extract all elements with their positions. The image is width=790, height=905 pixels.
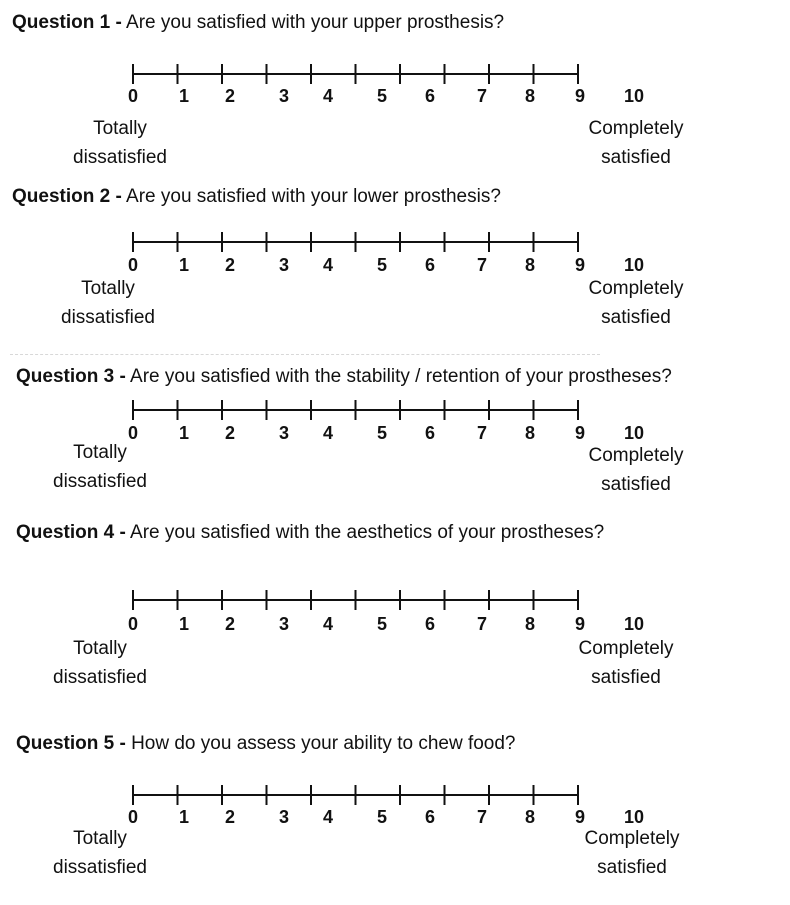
right-anchor-line: satisfied xyxy=(597,857,667,878)
question-label: Question 3 - xyxy=(16,366,126,387)
right-anchor-label xyxy=(552,824,712,882)
left-anchor-line: dissatisfied xyxy=(53,857,147,878)
scale-number: 0 xyxy=(127,807,139,827)
question-text: Are you satisfied with the stability / retention of your prostheses? xyxy=(125,366,672,387)
scale-number: 6 xyxy=(424,86,436,106)
scale-number: 3 xyxy=(278,86,290,106)
left-anchor-line: Totally xyxy=(93,118,147,139)
scale-number: 4 xyxy=(322,423,334,443)
scale-number: 2 xyxy=(224,614,236,634)
left-anchor-label xyxy=(40,114,200,172)
question-1 xyxy=(0,0,790,180)
question-text: How do you assess your ability to chew food? xyxy=(125,733,516,754)
right-anchor-label xyxy=(556,274,716,332)
scale-number: 9 xyxy=(574,614,586,634)
left-anchor-label xyxy=(20,634,180,692)
scale-number: 10 xyxy=(623,86,645,106)
question-label: Question 2 - xyxy=(12,186,122,207)
scale-number: 1 xyxy=(178,255,190,275)
rating-scale xyxy=(0,62,790,122)
question-label: Question 5 - xyxy=(16,733,126,754)
scale-number: 8 xyxy=(524,255,536,275)
right-anchor-line: Completely xyxy=(578,638,674,659)
scale-number: 9 xyxy=(574,255,586,275)
scale-number: 0 xyxy=(127,255,139,275)
scale-number: 0 xyxy=(127,423,139,443)
scale-number: 6 xyxy=(424,423,436,443)
right-anchor-line: Completely xyxy=(584,828,680,849)
scale-number: 6 xyxy=(424,255,436,275)
scale-number: 6 xyxy=(424,614,436,634)
scale-number: 0 xyxy=(127,614,139,634)
right-anchor-line: Completely xyxy=(588,118,684,139)
scale-number: 9 xyxy=(574,807,586,827)
scale-number: 5 xyxy=(376,255,388,275)
scale-number: 4 xyxy=(322,86,334,106)
left-anchor-line: dissatisfied xyxy=(61,307,155,328)
right-anchor-label xyxy=(556,114,716,172)
scale-number: 10 xyxy=(623,423,645,443)
question-text: Are you satisfied with your lower prosthesis? xyxy=(121,186,501,207)
question-title xyxy=(16,522,604,544)
scale-number: 10 xyxy=(623,614,645,634)
question-title xyxy=(12,12,504,34)
scale-number: 9 xyxy=(574,423,586,443)
question-label: Question 1 - xyxy=(12,12,122,33)
right-anchor-line: Completely xyxy=(588,445,684,466)
scale-number: 4 xyxy=(322,807,334,827)
scale-number: 2 xyxy=(224,86,236,106)
scale-number: 4 xyxy=(322,255,334,275)
left-anchor-line: dissatisfied xyxy=(53,471,147,492)
right-anchor-line: Completely xyxy=(588,278,684,299)
question-label: Question 4 - xyxy=(16,522,126,543)
divider xyxy=(10,354,600,355)
right-anchor-label xyxy=(556,441,716,499)
scale-number: 2 xyxy=(224,255,236,275)
scale-number: 1 xyxy=(178,614,190,634)
left-anchor-label xyxy=(20,824,180,882)
scale-number: 0 xyxy=(127,86,139,106)
left-anchor-line: Totally xyxy=(73,442,127,463)
left-anchor-line: dissatisfied xyxy=(73,147,167,168)
question-text: Are you satisfied with the aesthetics of your prostheses? xyxy=(125,522,605,543)
left-anchor-label xyxy=(20,438,180,496)
right-anchor-line: satisfied xyxy=(601,307,671,328)
scale-number: 3 xyxy=(278,423,290,443)
question-2 xyxy=(0,180,790,360)
question-title xyxy=(16,366,672,388)
scale-number: 5 xyxy=(376,86,388,106)
left-anchor-label xyxy=(28,274,188,332)
scale-number: 10 xyxy=(623,807,645,827)
question-3 xyxy=(0,360,790,540)
scale-number: 8 xyxy=(524,86,536,106)
question-4 xyxy=(0,522,790,710)
right-anchor-line: satisfied xyxy=(591,667,661,688)
scale-number: 8 xyxy=(524,614,536,634)
scale-number: 3 xyxy=(278,255,290,275)
scale-number: 8 xyxy=(524,807,536,827)
question-title xyxy=(16,733,516,755)
left-anchor-line: dissatisfied xyxy=(53,667,147,688)
scale-number: 3 xyxy=(278,807,290,827)
scale-number: 7 xyxy=(476,807,488,827)
scale-number: 6 xyxy=(424,807,436,827)
scale-number: 1 xyxy=(178,86,190,106)
question-5 xyxy=(0,725,790,905)
scale-number: 3 xyxy=(278,614,290,634)
question-title xyxy=(12,186,501,208)
right-anchor-label xyxy=(546,634,706,692)
scale-number: 7 xyxy=(476,255,488,275)
scale-number: 2 xyxy=(224,807,236,827)
scale-number: 2 xyxy=(224,423,236,443)
scale-number: 9 xyxy=(574,86,586,106)
scale-number: 1 xyxy=(178,807,190,827)
scale-number: 7 xyxy=(476,423,488,443)
scale-number: 5 xyxy=(376,807,388,827)
scale-number: 5 xyxy=(376,423,388,443)
right-anchor-line: satisfied xyxy=(601,474,671,495)
question-text: Are you satisfied with your upper prosthesis? xyxy=(121,12,505,33)
scale-number: 8 xyxy=(524,423,536,443)
scale-number: 10 xyxy=(623,255,645,275)
scale-number: 7 xyxy=(476,614,488,634)
right-anchor-line: satisfied xyxy=(601,147,671,168)
scale-number: 1 xyxy=(178,423,190,443)
left-anchor-line: Totally xyxy=(73,828,127,849)
left-anchor-line: Totally xyxy=(81,278,135,299)
scale-number: 4 xyxy=(322,614,334,634)
left-anchor-line: Totally xyxy=(73,638,127,659)
scale-number: 5 xyxy=(376,614,388,634)
scale-number: 7 xyxy=(476,86,488,106)
